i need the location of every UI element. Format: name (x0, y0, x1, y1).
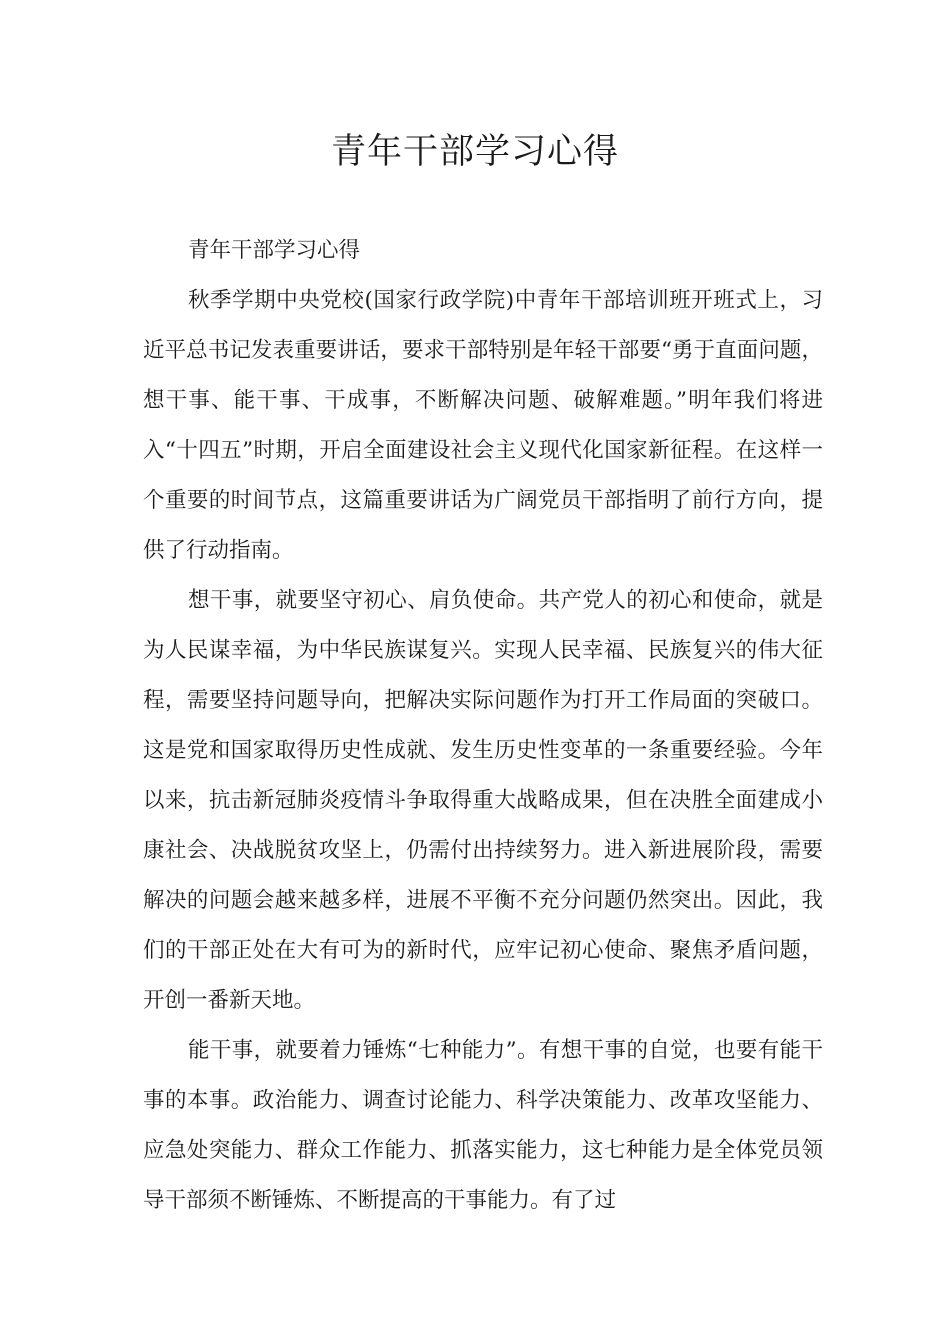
paragraph-able-to-work: 能干事，就要着力锤炼“七种能力”。有想干事的自觉，也要有能干事的本事。政治能力、调查讨论能力、科学决策能力、改革攻坚能力、应急处突能力、群众工作能力、抓落实能力，这七种能力是全体党员领导干部须不断锤炼、不断提高的干事能力。有了过 (143, 1038, 823, 1213)
paragraph-intro: 秋季学期中央党校(国家行政学院)中青年干部培训班开班式上，习近平总书记发表重要讲话，要求干部特别是年轻干部要“勇于直面问题，想干事、能干事、干成事，不断解决问题、破解难题。”明年我们将进入“十四五”时期，开启全面建设社会主义现代化国家新征程。在这样一个重要的时间节点，这篇重要讲话为广阔党员干部指明了前行方向，提供了行动指南。 (143, 288, 823, 563)
document-title: 青年干部学习心得 (330, 132, 619, 172)
paragraph-want-to-work: 想干事，就要坚守初心、肩负使命。共产党人的初心和使命，就是为人民谋幸福，为中华民族谋复兴。实现人民幸福、民族复兴的伟大征程，需要坚持问题导向，把解决实际问题作为打开工作局面的突破口。这是党和国家取得历史性成就、发生历史性变革的一条重要经验。今年以来，抗击新冠肺炎疫情斗争取得重大战略成果，但在决胜全面建成小康社会、决战脱贫攻坚上，仍需付出持续努力。进入新进展阶段，需要解决的问题会越来越多样，进展不平衡不充分问题仍然突出。因此，我们的干部正处在大有可为的新时代，应牢记初心使命、聚焦矛盾问题，开创一番新天地。 (143, 588, 823, 1013)
paragraph-subtitle: 青年干部学习心得 (188, 238, 361, 263)
document-body (143, 226, 823, 1226)
